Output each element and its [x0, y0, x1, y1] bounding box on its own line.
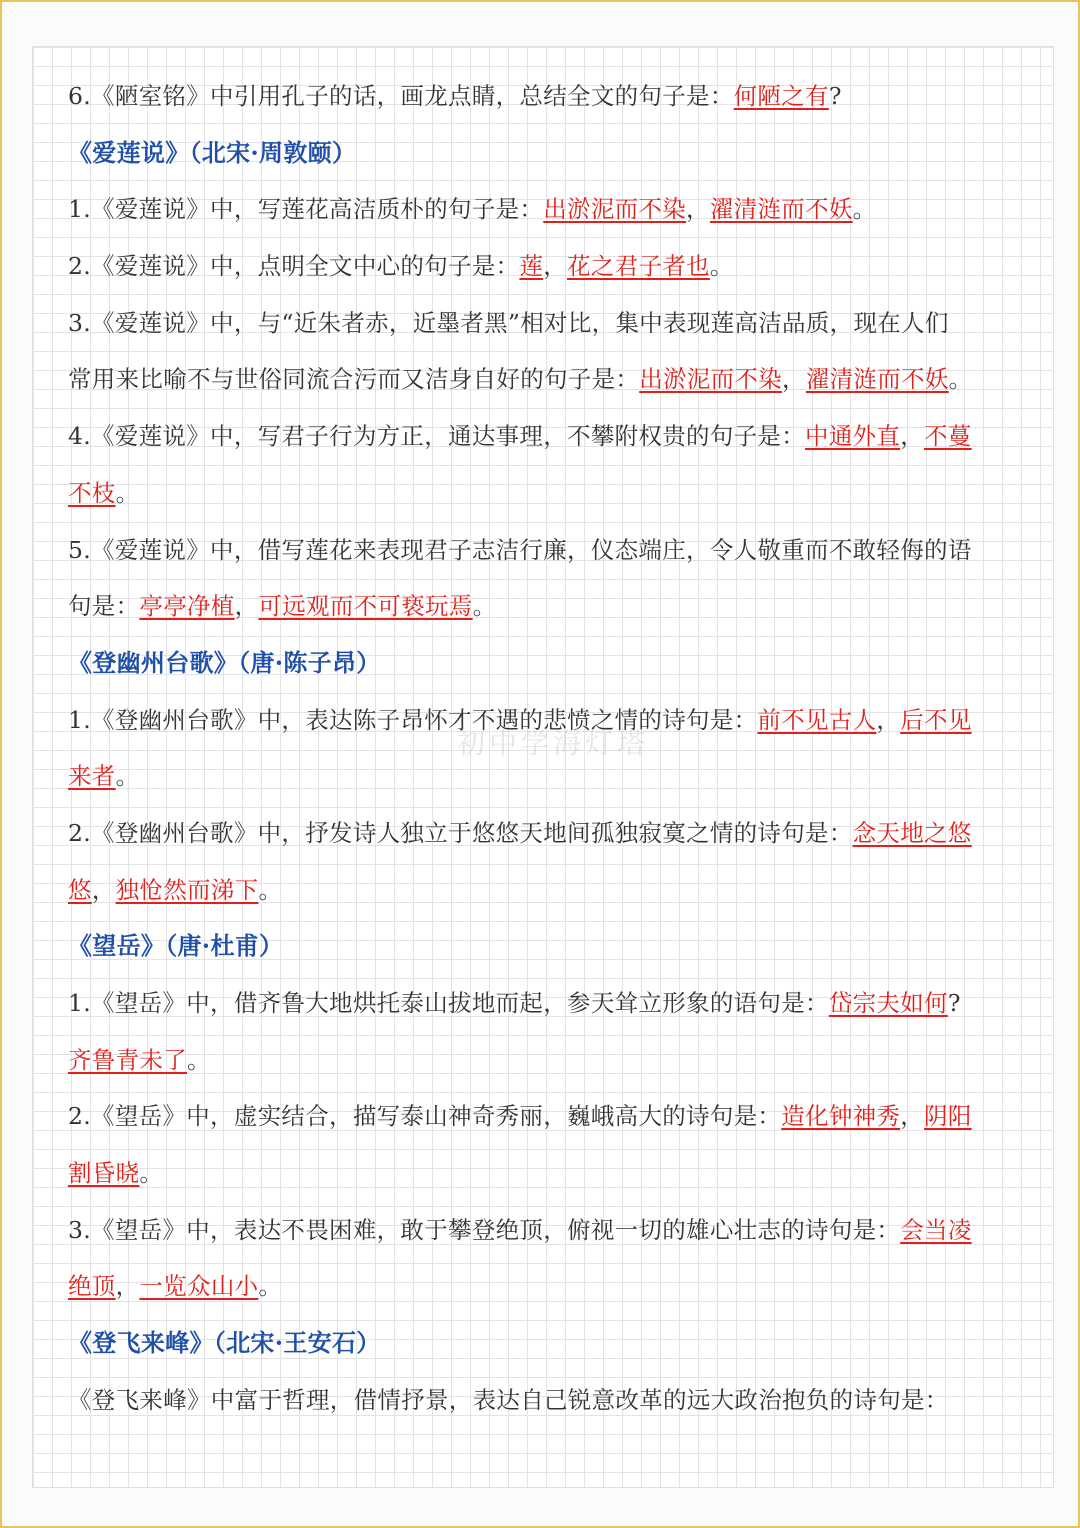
line-text: 《爱莲说》（北宋·周敦颐）	[68, 137, 357, 167]
line-text: ，	[900, 1102, 925, 1131]
line-text: ，	[543, 252, 568, 281]
line-text: 常用来比喻不与世俗同流合污而又洁身自好的句子是：	[68, 365, 640, 394]
line-text: 。	[852, 195, 877, 224]
text-line	[68, 1202, 1018, 1259]
line-text: 《登飞来峰》中富于哲理，借情抒景，表达自己锐意改革的远大政治抱负的诗句是：	[68, 1385, 949, 1414]
text-line	[68, 748, 1018, 805]
document-content	[68, 68, 1018, 1429]
section-heading	[68, 1315, 1018, 1372]
line-text: ，	[900, 422, 925, 451]
answer-text: 濯清涟而不妖	[709, 195, 853, 224]
line-text: ?	[828, 82, 842, 110]
text-line	[68, 975, 1018, 1032]
text-line	[68, 1145, 1018, 1202]
answer-text: 一览众山小	[139, 1272, 259, 1301]
answer-text: 不枝	[68, 478, 116, 507]
line-text: 。	[115, 762, 140, 791]
section-heading	[68, 918, 1018, 975]
answer-text: 造化钟神秀	[781, 1102, 901, 1131]
line-text: 《望岳》（唐·杜甫）	[68, 931, 284, 961]
line-text: ?	[947, 989, 961, 1017]
text-line	[68, 522, 1018, 579]
answer-text: 莲	[519, 252, 544, 281]
answer-text: 齐鲁青未了	[68, 1045, 187, 1074]
line-text: ，	[686, 195, 710, 224]
answer-text: 阴阳	[924, 1102, 972, 1131]
text-line	[68, 351, 1018, 408]
line-text: 2.《爱莲说》中，点明全文中心的句子是：	[68, 252, 520, 281]
answer-text: 岱宗夫如何	[828, 989, 948, 1017]
answer-text: 出淤泥而不染	[543, 195, 687, 224]
line-text: 《登飞来峰》（北宋·王安石）	[68, 1328, 381, 1358]
line-text: 。	[709, 252, 734, 281]
line-text: ，	[782, 365, 806, 394]
answer-text: 绝顶	[68, 1272, 116, 1301]
line-text: 3.《爱莲说》中，与“近朱者赤，近墨者黑”相对比，集中表现莲高洁品质，现在人们	[68, 308, 949, 337]
answer-text: 念天地之悠	[852, 818, 972, 847]
text-line	[68, 1032, 1018, 1089]
line-text: 。	[948, 365, 973, 394]
text-line	[68, 1258, 1018, 1315]
section-heading	[68, 125, 1018, 182]
line-text: 3.《望岳》中，表达不畏困难，敢于攀登绝顶，俯视一切的雄心壮志的诗句是：	[68, 1215, 901, 1244]
line-text: 。	[258, 1272, 283, 1301]
line-text: 。	[187, 1045, 211, 1074]
line-text: ，	[91, 875, 116, 904]
watermark: 初中学海灯塔	[457, 727, 650, 760]
line-text: ，	[115, 1272, 140, 1301]
text-line	[68, 1088, 1018, 1145]
answer-text: 割昏晓	[68, 1159, 140, 1188]
line-text: 。	[258, 875, 283, 904]
answer-text: 花之君子者也	[567, 252, 710, 281]
text-line	[68, 692, 1018, 749]
answer-text: 可远观而不可亵玩焉	[258, 592, 473, 621]
text-line	[68, 68, 1018, 125]
text-line	[68, 1372, 1018, 1429]
text-line	[68, 465, 1018, 522]
line-text: ，	[234, 592, 259, 621]
line-text: 《登幽州台歌》（唐·陈子昂）	[68, 647, 381, 677]
answer-text: 会当凌	[900, 1215, 972, 1244]
answer-text: 独怆然而涕下	[115, 875, 259, 904]
line-text: 6.《陋室铭》中引用孔子的话，画龙点睛，总结全文的句子是：	[68, 82, 734, 110]
line-text: 1.《登幽州台歌》中，表达陈子昂怀才不遇的悲愤之情的诗句是：	[68, 705, 758, 734]
line-text: 1.《爱莲说》中，写莲花高洁质朴的句子是：	[68, 195, 544, 224]
answer-text: 悠	[68, 875, 92, 904]
line-text: 2.《望岳》中，虚实结合，描写泰山神奇秀丽，巍峨高大的诗句是：	[68, 1102, 782, 1131]
text-line	[68, 862, 1018, 919]
answer-text: 后不见	[900, 705, 972, 734]
text-line	[68, 805, 1018, 862]
answer-text: 何陋之有	[733, 82, 829, 110]
line-text: 1.《望岳》中，借齐鲁大地烘托泰山拔地而起，参天耸立形象的语句是：	[68, 989, 829, 1017]
answer-text: 不蔓	[924, 422, 972, 451]
line-text: 5.《爱莲说》中，借写莲花来表现君子志洁行廉，仪态端庄，令人敬重而不敢轻侮的语	[68, 535, 972, 564]
text-line	[68, 295, 1018, 352]
text-line	[68, 408, 1018, 465]
line-text: 。	[115, 478, 140, 507]
line-text: ，	[876, 705, 901, 734]
answer-text: 出淤泥而不染	[639, 365, 783, 394]
answer-text: 前不见古人	[757, 705, 877, 734]
section-heading	[68, 635, 1018, 692]
answer-text: 亭亭净植	[139, 592, 235, 621]
answer-text: 来者	[68, 762, 116, 791]
line-text: 2.《登幽州台歌》中，抒发诗人独立于悠悠天地间孤独寂寞之情的诗句是：	[68, 818, 853, 847]
line-text: 。	[139, 1159, 164, 1188]
line-text: 。	[472, 592, 497, 621]
answer-text: 中通外直	[805, 422, 901, 451]
line-text: 句是：	[68, 592, 140, 621]
answer-text: 濯清涟而不妖	[805, 365, 949, 394]
line-text: 4.《爱莲说》中，写君子行为方正，通达事理，不攀附权贵的句子是：	[68, 422, 806, 451]
text-line	[68, 238, 1018, 295]
text-line	[68, 181, 1018, 238]
text-line	[68, 578, 1018, 635]
